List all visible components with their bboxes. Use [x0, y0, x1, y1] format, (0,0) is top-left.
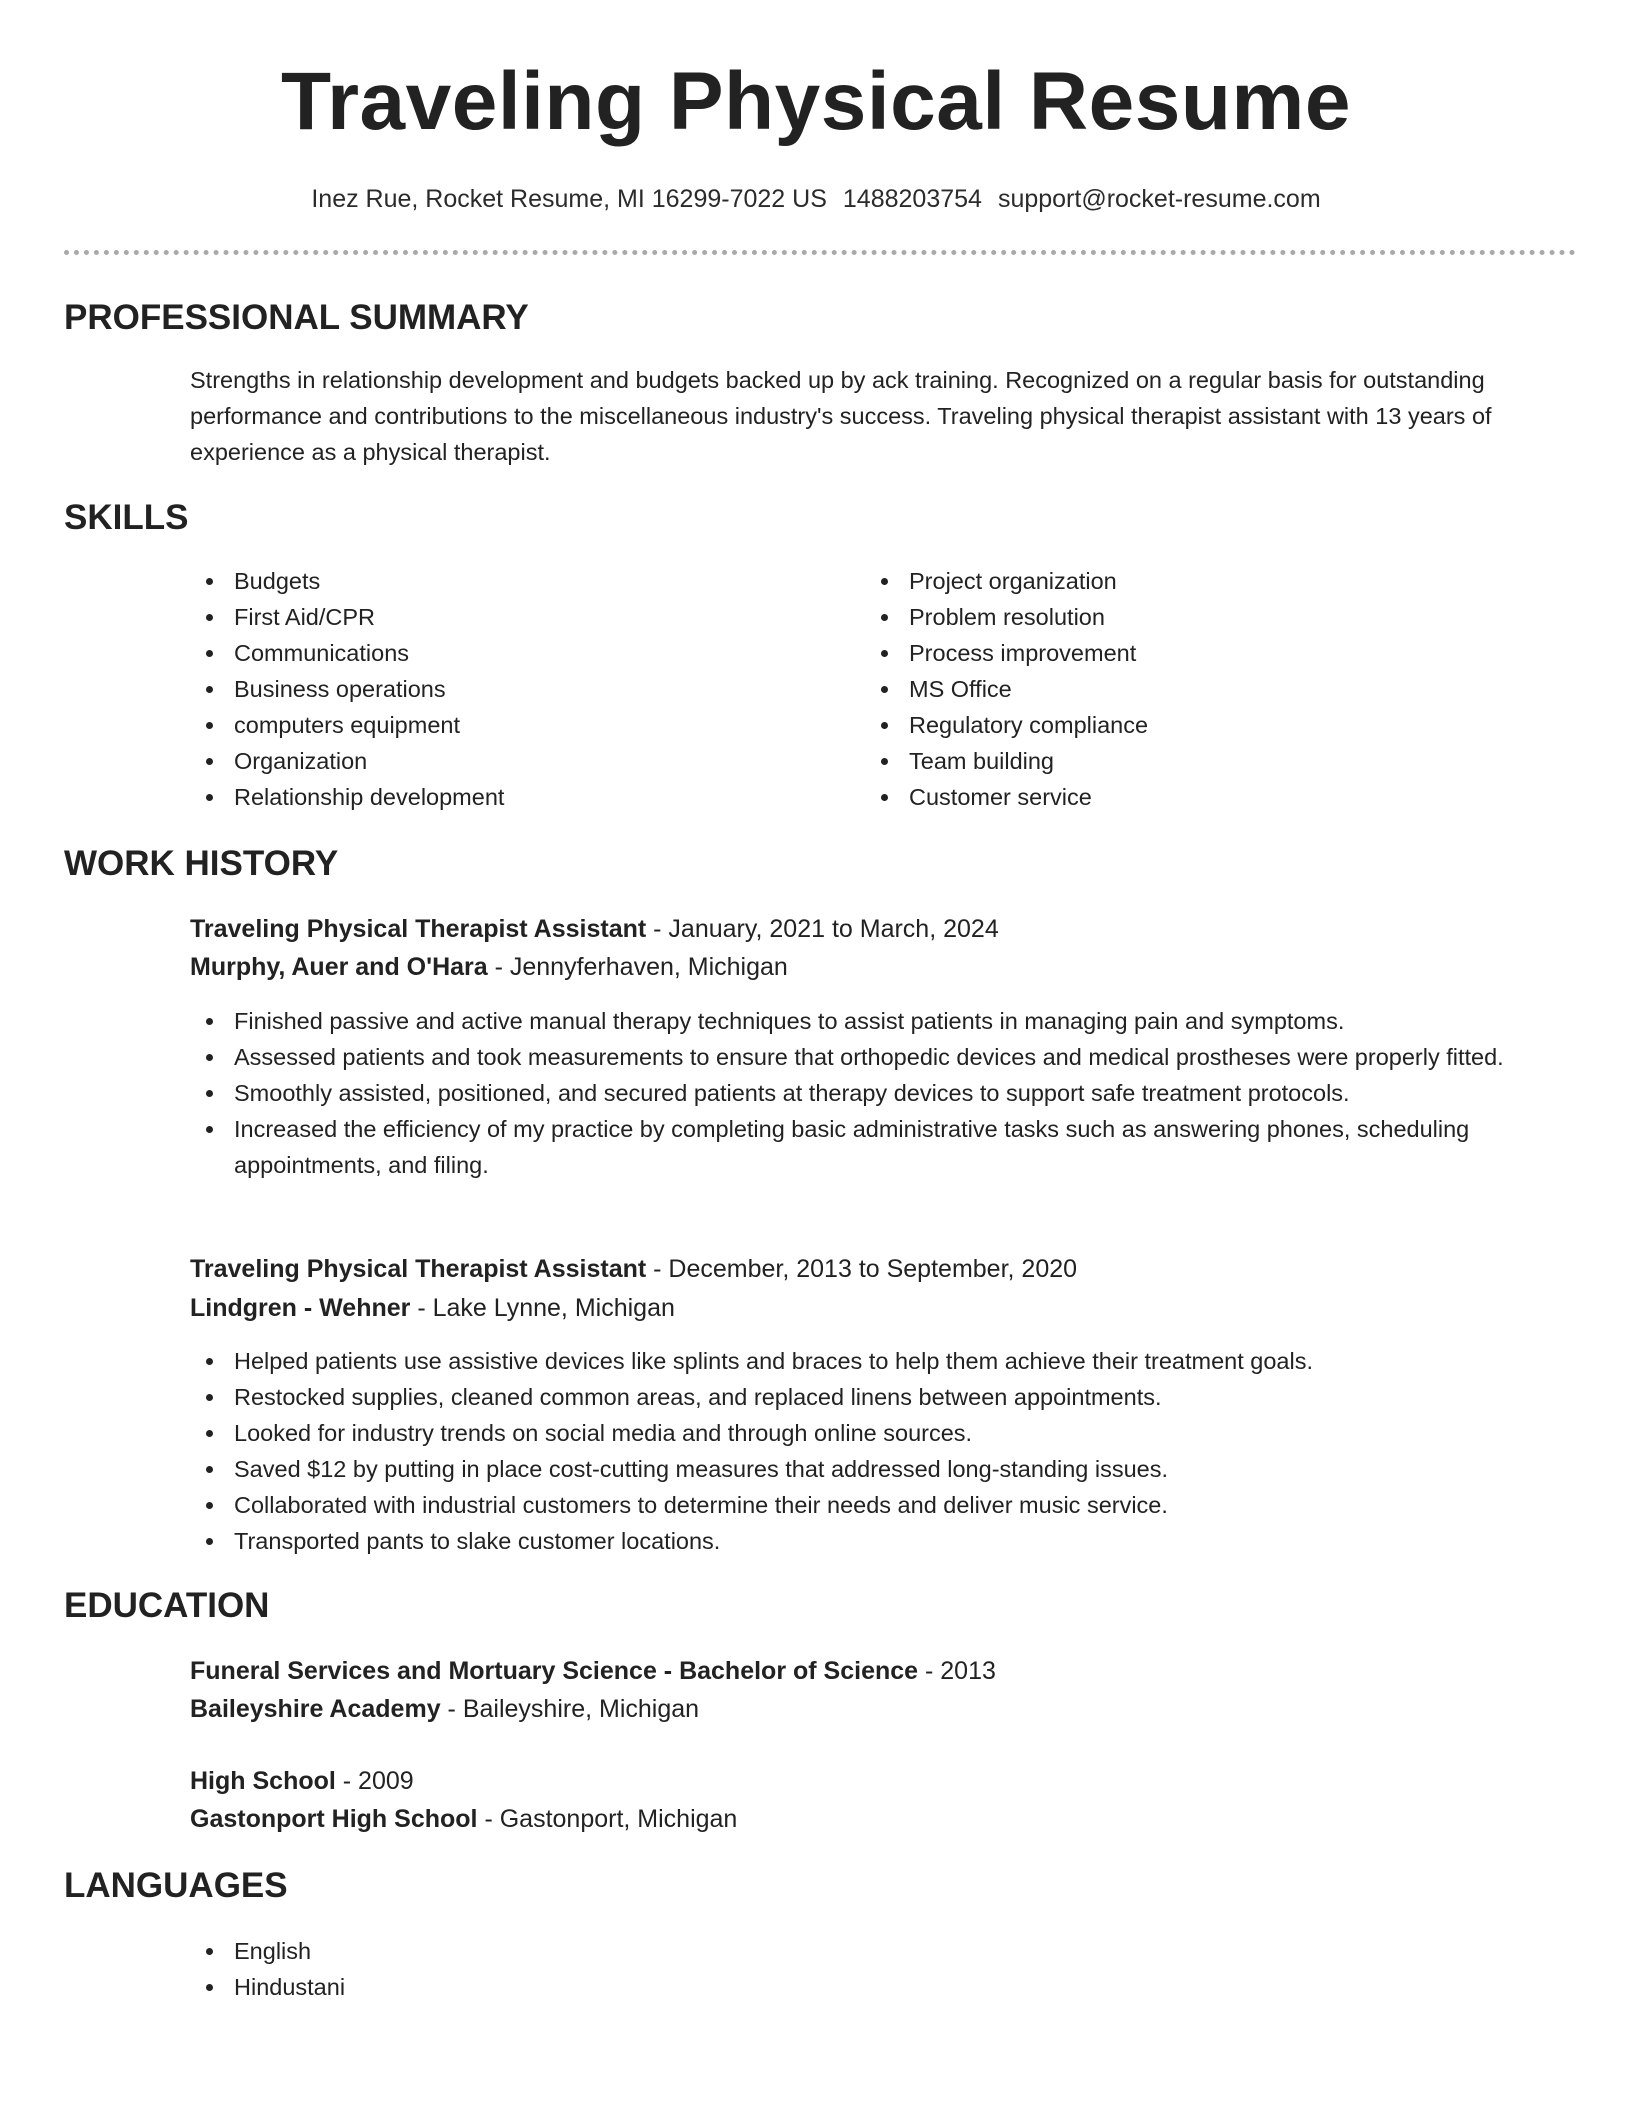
list-item: Business operations	[190, 671, 830, 707]
list-item: Increased the efficiency of my practice by completing basic administrative tasks such as answering phones, scheduling appointments, and filing.	[190, 1111, 1575, 1183]
skills-heading: SKILLS	[64, 498, 189, 537]
header-divider	[64, 250, 1576, 255]
list-item: Finished passive and active manual therapy techniques to assist patients in managing pain and symptoms.	[190, 1003, 1575, 1039]
education-school: Baileyshire Academy	[190, 1695, 441, 1723]
job-bullets	[190, 1343, 1575, 1559]
contact-address: Inez Rue, Rocket Resume, MI 16299-7022 US	[311, 185, 827, 213]
job-company: Murphy, Auer and O'Hara	[190, 953, 488, 981]
job-bullets	[190, 1003, 1575, 1183]
list-item: English	[190, 1933, 830, 1969]
summary-heading: PROFESSIONAL SUMMARY	[64, 298, 529, 337]
job-title-line	[190, 910, 999, 948]
job-title: Traveling Physical Therapist Assistant	[190, 915, 647, 943]
education-location: - Gastonport, Michigan	[477, 1805, 738, 1833]
list-item: Smoothly assisted, positioned, and secured patients at therapy devices to support safe treatment protocols.	[190, 1075, 1575, 1111]
languages-heading: LANGUAGES	[64, 1866, 288, 1905]
list-item: Looked for industry trends on social media and through online sources.	[190, 1415, 1575, 1451]
education-degree-line	[190, 1652, 996, 1690]
education-heading: EDUCATION	[64, 1586, 270, 1625]
contact-email[interactable]: support@rocket-resume.com	[997, 185, 1321, 213]
skills-list-right	[865, 563, 1505, 815]
list-item: computers equipment	[190, 707, 830, 743]
list-item: Restocked supplies, cleaned common areas, and replaced linens between appointments.	[190, 1379, 1575, 1415]
education-school-line	[190, 1800, 737, 1838]
education-degree: Funeral Services and Mortuary Science - Bachelor of Science	[190, 1657, 919, 1685]
languages-list	[190, 1933, 830, 2005]
list-item: Process improvement	[865, 635, 1505, 671]
education-school: Gastonport High School	[190, 1805, 478, 1833]
skills-list-left	[190, 563, 830, 815]
job-dates: - January, 2021 to March, 2024	[646, 915, 999, 943]
list-item: Customer service	[865, 779, 1505, 815]
education-location: - Baileyshire, Michigan	[440, 1695, 700, 1723]
job-company-line	[190, 1289, 675, 1327]
list-item: Communications	[190, 635, 830, 671]
education-year: - 2013	[918, 1657, 996, 1685]
list-item: Regulatory compliance	[865, 707, 1505, 743]
work-heading: WORK HISTORY	[64, 844, 339, 883]
list-item: Hindustani	[190, 1969, 830, 2005]
list-item: Transported pants to slake customer locations.	[190, 1523, 1575, 1559]
job-location: - Lake Lynne, Michigan	[410, 1294, 675, 1322]
list-item: Assessed patients and took measurements to ensure that orthopedic devices and medical prostheses were properly fitted.	[190, 1039, 1575, 1075]
resume-title: Traveling Physical Resume	[281, 56, 1351, 147]
job-company-line	[190, 948, 788, 986]
list-item: Team building	[865, 743, 1505, 779]
education-degree-line	[190, 1762, 414, 1800]
summary-text: Strengths in relationship development and budgets backed up by ack training. Recognized on a regular basis for outstanding performance and contributions to the miscellaneous industry's success. Traveling physical therapist assistant with 13 years of experience as a physical therapist.	[190, 367, 1492, 465]
job-company: Lindgren - Wehner	[190, 1294, 411, 1322]
list-item: First Aid/CPR	[190, 599, 830, 635]
list-item: Budgets	[190, 563, 830, 599]
list-item: Saved $12 by putting in place cost-cutting measures that addressed long-standing issues.	[190, 1451, 1575, 1487]
job-title-line	[190, 1250, 1077, 1288]
job-dates: - December, 2013 to September, 2020	[646, 1255, 1078, 1283]
list-item: Helped patients use assistive devices like splints and braces to help them achieve their treatment goals.	[190, 1343, 1575, 1379]
job-title: Traveling Physical Therapist Assistant	[190, 1255, 647, 1283]
list-item: Relationship development	[190, 779, 830, 815]
contact-info	[0, 182, 1632, 216]
list-item: MS Office	[865, 671, 1505, 707]
education-school-line	[190, 1690, 699, 1728]
education-degree: High School	[190, 1767, 336, 1795]
list-item: Organization	[190, 743, 830, 779]
contact-phone: 1488203754	[842, 185, 982, 213]
list-item: Collaborated with industrial customers to determine their needs and deliver music service.	[190, 1487, 1575, 1523]
job-location: - Jennyferhaven, Michigan	[487, 953, 788, 981]
list-item: Project organization	[865, 563, 1505, 599]
education-year: - 2009	[335, 1767, 414, 1795]
list-item: Problem resolution	[865, 599, 1505, 635]
